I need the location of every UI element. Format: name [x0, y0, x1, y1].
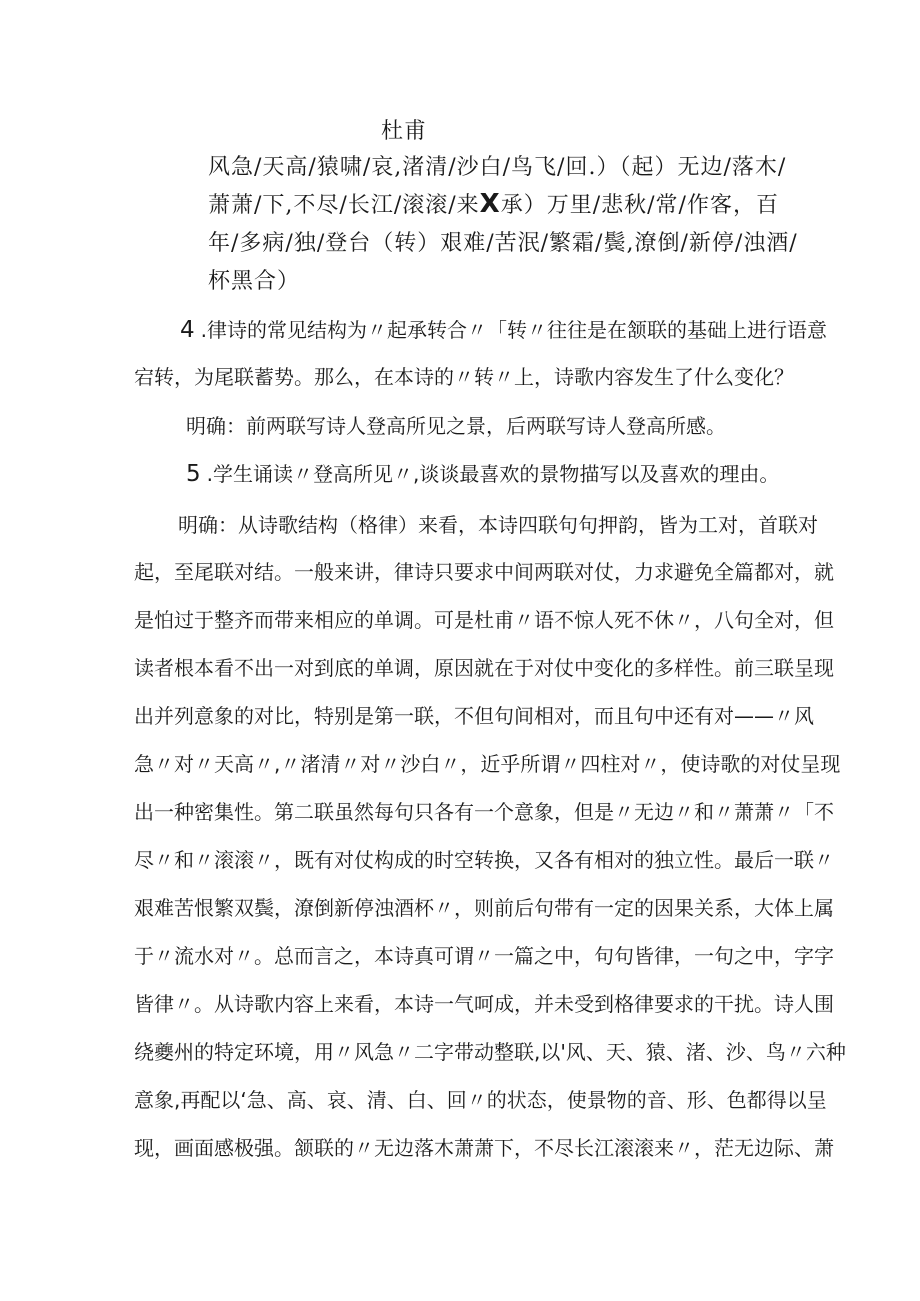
answer-5-line-5: 出并列意象的对比，特别是第一联，不但句间相对，而且句中还有对——〃风	[134, 704, 814, 728]
poem-mark: X	[479, 189, 501, 219]
question-4-line-1	[180, 314, 827, 343]
question-5-text: .学生诵读〃登高所见〃,谈谈最喜欢的景物描写以及喜欢的理由。	[206, 462, 780, 486]
poem-line-3: 年/多病/独/登台（转）艰难/苦泯/繁霜/鬓,潦倒/新停/浊酒/	[208, 231, 798, 256]
answer-5-line-6: 急〃对〃天高〃,〃渚清〃对〃沙白〃，近乎所谓〃四柱对〃，使诗歌的对仗呈现	[134, 752, 841, 776]
answer-5-line-9: 艰难苦恨繁双鬓，潦倒新停浊酒杯〃，则前后句带有一定的因果关系，大体上属	[134, 896, 834, 920]
question-4-answer: 明确：前两联写诗人登高所见之景，后两联写诗人登高所感。	[186, 414, 726, 438]
answer-5-line-2: 起，至尾联对结。一般来讲，律诗只要求中间两联对仗，力求避免全篇都对，就	[134, 560, 834, 584]
poem-line-2-tail: 承）万里/悲秋/常/作客，百	[500, 193, 779, 218]
question-4-text-1: .律诗的常见结构为〃起承转合〃「转〃往往是在颔联的基础上进行语意	[200, 318, 827, 342]
answer-5-line-13: 意象,再配以‘急、高、哀、清、白、回〃的状态，使景物的音、形、色都得以呈	[134, 1088, 827, 1112]
answer-5-line-10: 于〃流水对〃。总而言之，本诗真可谓〃一篇之中，句句皆律，一句之中，字字	[134, 944, 834, 968]
answer-5-line-14: 现，画面感极强。颔联的〃无边落木萧萧下，不尽长江滚滚来〃，茫无边际、萧	[134, 1136, 834, 1160]
answer-5-line-11: 皆律〃。从诗歌内容上来看，本诗一气呵成，并未受到格律要求的干扰。诗人围	[134, 992, 834, 1016]
question-4-number: 4	[180, 317, 195, 343]
poem-line-2-head: 萧萧/下,不尽/长江/滚滚/来	[208, 193, 480, 218]
question-5-number: 5	[186, 461, 201, 487]
answer-5-line-3: 是怕过于整齐而带来相应的单调。可是杜甫〃语不惊人死不休〃，八句全对，但	[134, 608, 834, 632]
answer-5-line-1: 明确：从诗歌结构（格律）来看，本诗四联句句押韵，皆为工对，首联对	[178, 513, 818, 537]
poem-line-4: 杯黑合）	[208, 269, 301, 294]
question-5	[186, 458, 779, 487]
question-4-line-2: 宕转，为尾联蓄势。那么，在本诗的〃转〃上，诗歌内容发生了什么变化？	[134, 365, 794, 389]
poem-line-1: 风急/天高/猿啸/哀,渚清/沙白/鸟飞/回.）（起）无边/落木/	[208, 155, 787, 180]
answer-5-line-12: 绕夔州的特定环境，用〃风急〃二字带动整联,以'风、天、猿、渚、沙、鸟〃六种	[134, 1040, 846, 1064]
poem-author: 杜甫	[381, 119, 428, 144]
answer-5-line-4: 读者根本看不出一对到底的单调，原因就在于对仗中变化的多样性。前三联呈现	[134, 656, 834, 680]
poem-line-2	[208, 188, 779, 219]
answer-5-line-8: 尽〃和〃滚滚〃，既有对仗构成的时空转换，又各有相对的独立性。最后一联〃	[134, 848, 834, 872]
answer-5-line-7: 出一种密集性。第二联虽然每句只各有一个意象，但是〃无边〃和〃萧萧〃「不	[134, 800, 834, 824]
